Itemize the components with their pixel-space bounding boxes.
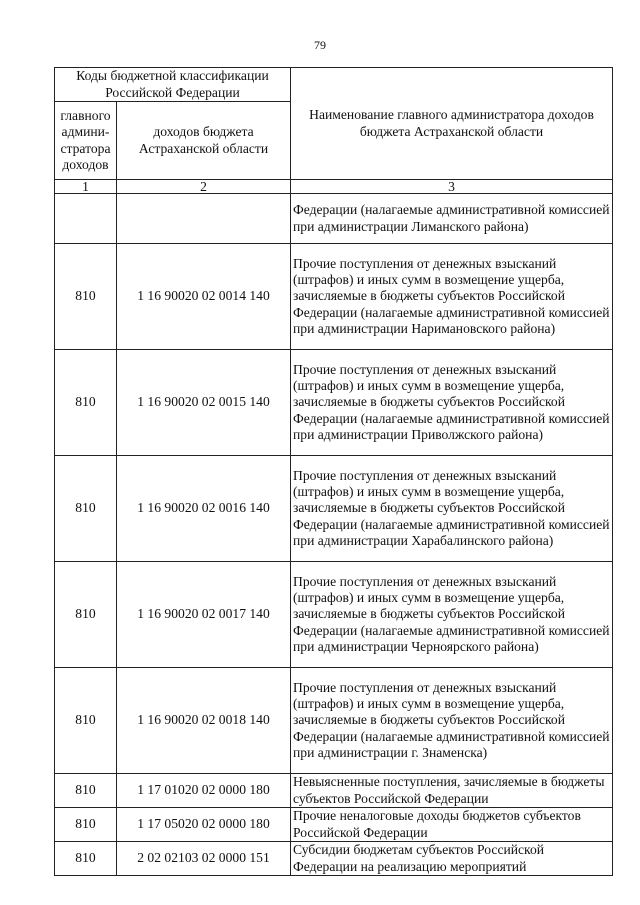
header-codes-group: Коды бюджетной классификации Российской Федерации <box>55 68 291 102</box>
income-code-cell: 1 17 01020 02 0000 180 <box>117 774 291 808</box>
name-cell: Прочие неналоговые доходы бюджетов субъектов Российской Федерации <box>291 808 613 842</box>
table-row <box>55 842 613 876</box>
admin-code-cell: 810 <box>55 456 117 562</box>
income-code-cell: 2 02 02103 02 0000 151 <box>117 842 291 876</box>
income-code-cell: 1 16 90020 02 0014 140 <box>117 244 291 350</box>
income-code-cell: 1 16 90020 02 0018 140 <box>117 668 291 774</box>
admin-code-cell: 810 <box>55 668 117 774</box>
name-cell: Прочие поступления от денежных взысканий (штрафов) и иных сумм в возмещение ущерба, зачисляемые в бюджеты субъектов Российской Федерации (налагаемые административной комиссией при администрации г. Знаменска) <box>291 668 613 774</box>
admin-code-cell: 810 <box>55 808 117 842</box>
admin-code-cell <box>55 194 117 244</box>
admin-code-cell: 810 <box>55 350 117 456</box>
table-row <box>55 350 613 456</box>
table-row <box>55 244 613 350</box>
name-cell: Субсидии бюджетам субъектов Российской Федерации на реализацию мероприятий <box>291 842 613 876</box>
admin-code-cell: 810 <box>55 562 117 668</box>
table-row <box>55 668 613 774</box>
name-cell: Прочие поступления от денежных взысканий (штрафов) и иных сумм в возмещение ущерба, зачисляемые в бюджеты субъектов Российской Федерации (налагаемые административной комиссией при администрации Харабалинского района) <box>291 456 613 562</box>
name-cell: Прочие поступления от денежных взысканий (штрафов) и иных сумм в возмещение ущерба, зачисляемые в бюджеты субъектов Российской Федерации (налагаемые административной комиссией при администрации Черноярского района) <box>291 562 613 668</box>
column-index-1: 1 <box>55 180 117 194</box>
income-code-cell: 1 16 90020 02 0015 140 <box>117 350 291 456</box>
income-code-cell: 1 17 05020 02 0000 180 <box>117 808 291 842</box>
header-income-column: доходов бюджета Астраханской области <box>117 102 291 180</box>
table-row <box>55 194 613 244</box>
table-row <box>55 456 613 562</box>
admin-code-cell: 810 <box>55 842 117 876</box>
header-name-column: Наименование главного администратора доходов бюджета Астраханской области <box>291 68 613 180</box>
income-code-cell: 1 16 90020 02 0017 140 <box>117 562 291 668</box>
table-row <box>55 808 613 842</box>
column-index-3: 3 <box>291 180 613 194</box>
page-number: 79 <box>314 38 326 52</box>
name-cell: Невыясненные поступления, зачисляемые в бюджеты субъектов Российской Федерации <box>291 774 613 808</box>
header-admin-column: главного админи-стратора доходов <box>55 102 117 180</box>
admin-code-cell: 810 <box>55 244 117 350</box>
name-cell: Прочие поступления от денежных взысканий (штрафов) и иных сумм в возмещение ущерба, зачисляемые в бюджеты субъектов Российской Федерации (налагаемые административной комиссией при администрации Приволжского района) <box>291 350 613 456</box>
name-cell: Прочие поступления от денежных взысканий (штрафов) и иных сумм в возмещение ущерба, зачисляемые в бюджеты субъектов Российской Федерации (налагаемые административной комиссией при администрации Наримановского района) <box>291 244 613 350</box>
name-cell: Федерации (налагаемые административной комиссией при администрации Лиманского района) <box>291 194 613 244</box>
column-index-2: 2 <box>117 180 291 194</box>
income-code-cell <box>117 194 291 244</box>
budget-classification-table <box>54 67 613 876</box>
admin-code-cell: 810 <box>55 774 117 808</box>
income-code-cell: 1 16 90020 02 0016 140 <box>117 456 291 562</box>
table-row <box>55 562 613 668</box>
table-row <box>55 774 613 808</box>
